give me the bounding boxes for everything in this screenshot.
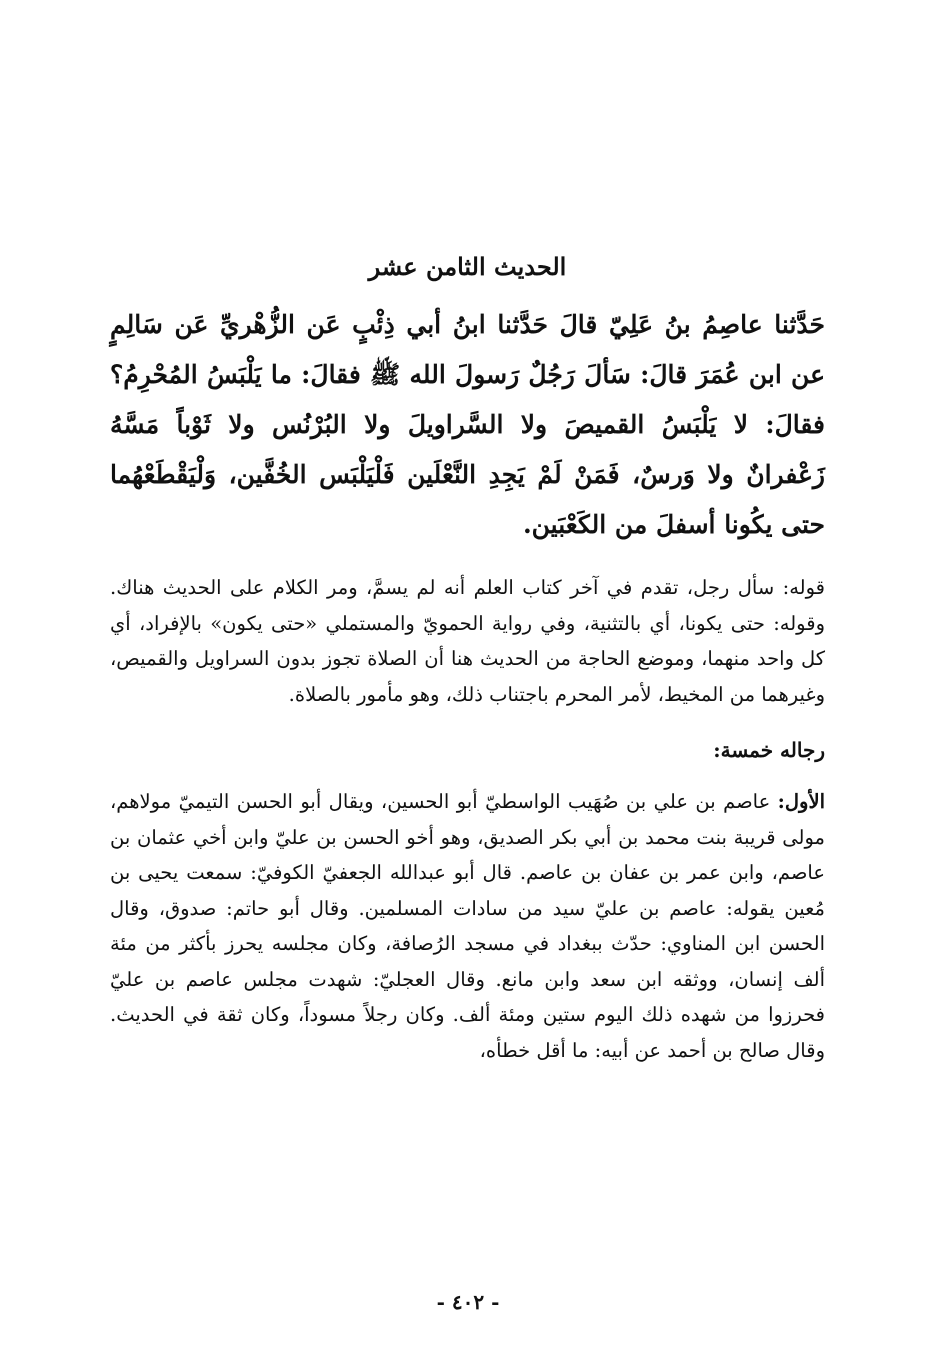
chapter-title: الحديث الثامن عشر [368,252,567,281]
commentary-paragraph: قوله: سأل رجل، تقدم في آخر كتاب العلم أنه لم يسمَّ، ومر الكلام على الحديث هناك. وقوله: حتى يكونا، أي بالتثنية، وفي رواية الحمويّ والمستملي «حتى يكون» بالإفراد، أي كل واحد منهما، وموضع الحاجة من الحديث هنا أن الصلاة تجوز بدون السراويل والقميص، وغيرهما من المخيط، لأمر المحرم باجتناب ذلك، وهو مأمور بالصلاة. [110,576,825,706]
page-number: - ٤٠٢ - [436,1290,500,1314]
first-narrator-lead: الأول: [777,790,825,813]
first-narrator-paragraph [110,784,825,1068]
first-narrator-text: عاصم بن علي بن صُهَيب الواسطيّ أبو الحسين، ويقال أبو الحسن التيميّ مولاهم، مولى قريبة بنت محمد بن أبي بكر الصديق، وهو أخو الحسن بن عليّ وابن أخي عثمان بن عاصم، وابن عمر بن عفان بن عاصم. قال أبو عبدالله الجعفيّ الكوفيّ: سمعت يحيى بن مُعين يقوله: عاصم بن عليّ سيد من سادات المسلمين. وقال أبو حاتم: صدوق، وقال الحسن ابن المناوي: حدّث ببغداد في مسجد الرُصافة، وكان مجلسه يحرز بأكثر من مئة ألف إنسان، ووثقه ابن سعد وابن مانع. وقال العجليّ: شهدت مجلس عاصم بن عليّ فحرزوا من شهده ذلك اليوم ستين ومئة ألف. وكان رجلاً مسوداً، وكان ثقة في الحديث. وقال صالح بن أحمد عن أبيه: ما أقل خطأه، [110,790,825,1062]
hadith-text: حَدَّثنا عاصِمُ بنُ عَلِيّ قالَ حَدَّثنا ابنُ أبي ذِئْبٍ عَن الزُّهْريِّ عَن سَالِمٍ عن ابن عُمَرَ قالَ: سَألَ رَجُلٌ رَسولَ الله ﷺ فقالَ: ما يَلْبَسُ المُحْرِمُ؟ فقالَ: لا يَلْبَسُ القميصَ ولا السَّراويلَ ولا البُرْنُس ولا ثَوْباً مَسَّهُ زَعْفرانٌ ولا وَرسٌ، فَمَنْ لَمْ يَجِدِ النَّعْلَين فَلْيَلْبَس الخُفَّين، وَلْيَقْطَعْهُما حتى يكُونا أسفلَ من الكَعْبَين. [110,310,825,539]
narrators-heading: رجاله خمسة: [713,738,825,762]
page-body [110,250,825,1068]
